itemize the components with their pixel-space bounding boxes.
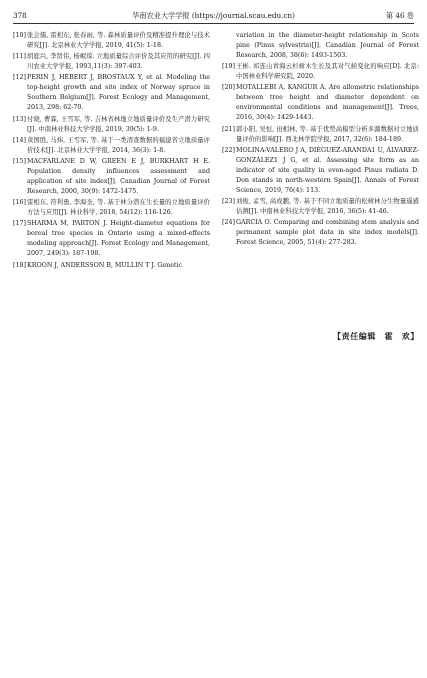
journal-title: 华南农业大学学报 (https://journal.scau.edu.cn) <box>132 11 295 20</box>
reference-text: MOTALLEBI A, KANGUR A. Are allometric relationships between tree height and diameter dependent on environmental conditions and management[J]. Trees, 2016, 30(4): 1429-1443. <box>236 84 419 122</box>
reference-item <box>222 218 419 248</box>
reference-item <box>13 31 210 51</box>
reference-text: SHARMA M, PARTON J. Height-diameter equations for boreal tree species in Ontario using a mixed-effects modeling approach[J]. Forest Ecology and Management, 2007, 249(3): 187-198. <box>27 220 210 258</box>
reference-number: [20] <box>222 84 235 92</box>
reference-item <box>13 157 210 197</box>
reference-text: 郭小阳, 吴恒, 田相林, 等. 基于优势高模型分析多源数据对立地质量评价的影响[J]. 西北林学院学报, 2017, 32(6): 184-189. <box>236 125 419 143</box>
reference-item <box>13 198 210 218</box>
references-left-column <box>13 31 210 272</box>
reference-text: 胡庭兴, 李贤伟, 杨岷琼. 立地质量综合评价及其应用的研究[J]. 四川农业大学学报, 1993,11(3): 397-403. <box>27 53 210 71</box>
reference-number: [14] <box>13 136 26 144</box>
reference-number: [17] <box>13 220 26 228</box>
page-header <box>13 9 414 22</box>
reference-item <box>13 73 210 113</box>
reference-text: 付晓, 曹霖, 王雪军, 等. 吉林省林地立地质量评价及生产潜力研究[J]. 中南林业科技大学学报, 2019, 39(5): 1-9. <box>27 115 210 133</box>
reference-text: PERIN J, HÉBERT J, BROSTAUX Y, et al. Modeling the top-height growth and site index of Norway spruce in Southern Belgium[J]. Forest Ecology and Management, 2013, 298: 62-70. <box>27 74 210 112</box>
header-rule <box>13 23 414 24</box>
reference-item <box>13 219 210 259</box>
reference-item <box>222 146 419 196</box>
reference-item <box>222 62 419 82</box>
reference-item-continued <box>222 31 419 61</box>
reference-text: MOLINA-VALERO J A, DIÉGUEZ-ARANDA1 U, ÁLVAREZ-GONZÁLEZ1 J G, et al. Assessing site form as an indicator of site quality in even-aged Pinus radiata D. Don stands in north-western Spain[J]. Annals of Forest Science, 2019, 76(4): 113. <box>236 146 419 194</box>
reference-text: 黄国胜, 马炜, 王雪军, 等. 基于一类清查数据的福建省立地质量评价技术[J]. 北京林业大学学报, 2014, 36(3): 1-8. <box>27 136 210 154</box>
reference-number: [13] <box>13 115 26 123</box>
reference-number: [23] <box>222 197 235 205</box>
reference-item <box>13 115 210 135</box>
reference-text: MACFARLANE D W, GREEN E J, BURKHART H E. Population density influences assessment and application of site index[J]. Canadian Journal of Forest Research, 2000, 30(9): 1472-1475. <box>27 157 210 195</box>
reference-number: [22] <box>222 146 235 154</box>
reference-item <box>13 136 210 156</box>
reference-text: 张会儒, 雷相东, 张春雨, 等. 森林质量评价及精准提升理论与技术研究[J]. 北京林业大学学报, 2019, 41(5): 1-18. <box>27 32 210 49</box>
reference-text: 刘俊, 孟雪, 高成鹏, 等. 基于不同立地质量的松树林分生物量遥感估测[J]. 中南林业科技大学学报, 2016, 36(5): 41-46. <box>236 197 419 215</box>
reference-item <box>222 83 419 123</box>
reference-number: [12] <box>13 74 26 82</box>
volume-label: 第 46 卷 <box>385 11 414 20</box>
reference-number: [18] <box>13 261 26 269</box>
reference-text: variation in the diameter-height relationship in Scots pine (Pinus sylvestris)[J]. Canadian Journal of Forest Research, 2008, 38(6): 1493-1503. <box>236 32 419 59</box>
reference-number: [21] <box>222 125 235 133</box>
page-number: 378 <box>13 11 27 20</box>
reference-text: GARCIA O. Comparing and combining stem analysis and permanent sample plot data in site index models[J]. Forest Science, 2005, 51(4): 277-283. <box>236 219 419 247</box>
reference-item <box>13 261 210 271</box>
reference-number: [19] <box>222 63 235 71</box>
reference-number: [10] <box>13 32 26 39</box>
reference-item <box>222 125 419 145</box>
reference-item <box>222 197 419 217</box>
reference-number: [24] <box>222 219 235 227</box>
reference-item <box>13 52 210 72</box>
reference-text: 雷相东, 符利勇, 李海奎, 等. 基于林分潜在生长量的立地质量评价方法与应用[J]. 林业科学, 2018, 54(12): 116-126. <box>27 199 210 217</box>
reference-number: [16] <box>13 199 26 207</box>
reference-text: 王彬. 祁连山青海云杉树木生长及其对气候变化的响应[D]. 北京: 中国林业科学研究院, 2020. <box>236 63 419 81</box>
reference-text: KROON J, ANDERSSON B, MULLIN T J. Genetic <box>27 261 183 269</box>
reference-number: [15] <box>13 157 26 165</box>
references-right-column <box>222 31 419 249</box>
responsible-editor: 【责任编辑 霍 欢】 <box>333 331 419 341</box>
reference-number: [11] <box>13 53 26 61</box>
